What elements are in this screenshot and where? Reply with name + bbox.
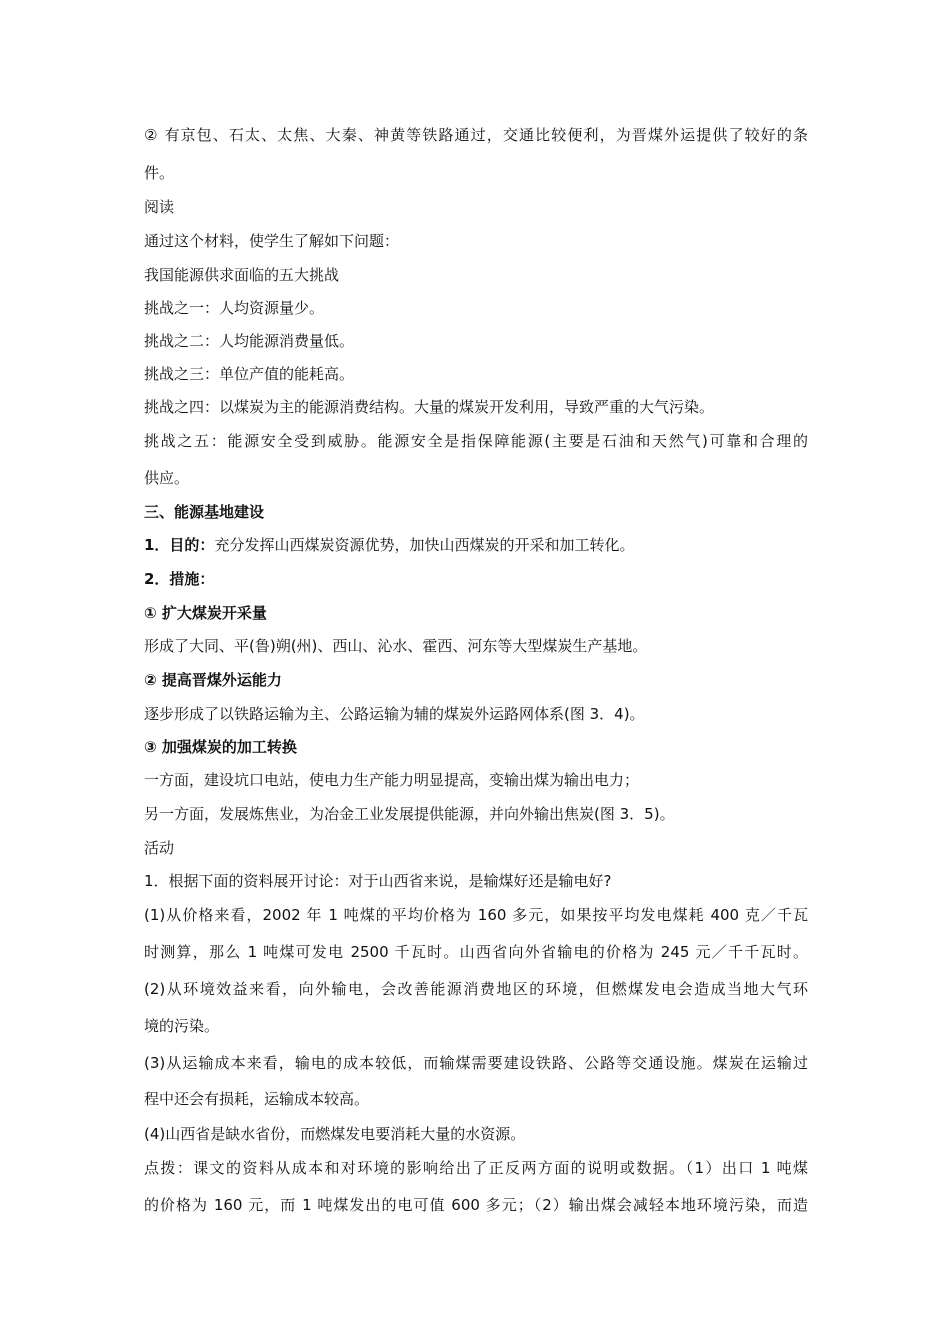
text-line: 我国能源供求面临的五大挑战	[144, 266, 340, 284]
text-line: 通过这个材料，使学生了解如下问题：	[144, 232, 400, 250]
text-line: 一方面，建设坑口电站，使电力生产能力明显提高，变输出煤为输出电力；	[144, 771, 640, 789]
item-text: 充分发挥山西煤炭资源优势，加快山西煤炭的开采和加工转化。	[214, 536, 635, 554]
text-line: 阅读	[144, 198, 175, 216]
text-line: (1)从价格来看，2002 年 1 吨煤的平均价格为 160 多元，如果按平均发电煤耗 400 克／千瓦	[144, 906, 808, 924]
text-line: 另一方面，发展炼焦业，为冶金工业发展提供能源，并向外输出焦炭(图 3．5)。	[144, 805, 675, 823]
text-line: 形成了大同、平(鲁)朔(州)、西山、沁水、霍西、河东等大型煤炭生产基地。	[144, 637, 648, 655]
text-line: 境的污染。	[144, 1017, 220, 1035]
text-line: 逐步形成了以铁路运输为主、公路运输为辅的煤炭外运路网体系(图 3．4)。	[144, 705, 645, 723]
section-heading: 三、能源基地建设	[144, 503, 265, 521]
text-line: 时测算，那么 1 吨煤可发电 2500 千瓦时。山西省向外省输电的价格为 245 元／千千瓦时。	[144, 943, 808, 961]
subheading: 2．措施：	[144, 570, 215, 588]
text-line: (4)山西省是缺水省份，而燃煤发电要消耗大量的水资源。	[144, 1125, 526, 1143]
item-label: 1．目的：	[144, 536, 215, 554]
text-line: 挑战之五：能源安全受到威胁。能源安全是指保障能源(主要是石油和天然气)可靠和合理的	[144, 432, 808, 450]
subheading: ① 扩大煤炭开采量	[144, 604, 267, 622]
subheading: ③ 加强煤炭的加工转换	[144, 738, 297, 756]
text-line: (3)从运输成本来看，输电的成本较低，而输煤需要建设铁路、公路等交通设施。煤炭在运输过	[144, 1054, 808, 1072]
text-line: 的价格为 160 元，而 1 吨煤发出的电可值 600 多元；（2）输出煤会减轻本地环境污染，而造	[144, 1196, 808, 1214]
text-line	[144, 535, 808, 555]
text-line: 挑战之二：人均能源消费量低。	[144, 332, 355, 350]
text-line: 程中还会有损耗，运输成本较高。	[144, 1090, 370, 1108]
text-line: 挑战之三：单位产值的能耗高。	[144, 365, 355, 383]
text-line: 挑战之四：以煤炭为主的能源消费结构。大量的煤炭开发利用，导致严重的大气污染。	[144, 398, 715, 416]
text-line: 供应。	[144, 469, 190, 487]
text-line: 件。	[144, 164, 175, 182]
subheading: ② 提高晋煤外运能力	[144, 671, 282, 689]
text-line: ② 有京包、石太、太焦、大秦、神黄等铁路通过，交通比较便利，为晋煤外运提供了较好的条	[144, 126, 808, 144]
text-line: 点拨：课文的资料从成本和对环境的影响给出了正反两方面的说明或数据。（1）出口 1 吨煤	[144, 1159, 808, 1177]
text-line: 活动	[144, 839, 175, 857]
text-line: 1．根据下面的资料展开讨论：对于山西省来说，是输煤好还是输电好?	[144, 872, 612, 890]
text-line: 挑战之一：人均资源量少。	[144, 299, 325, 317]
text-line: (2)从环境效益来看，向外输电，会改善能源消费地区的环境，但燃煤发电会造成当地大气环	[144, 980, 808, 998]
